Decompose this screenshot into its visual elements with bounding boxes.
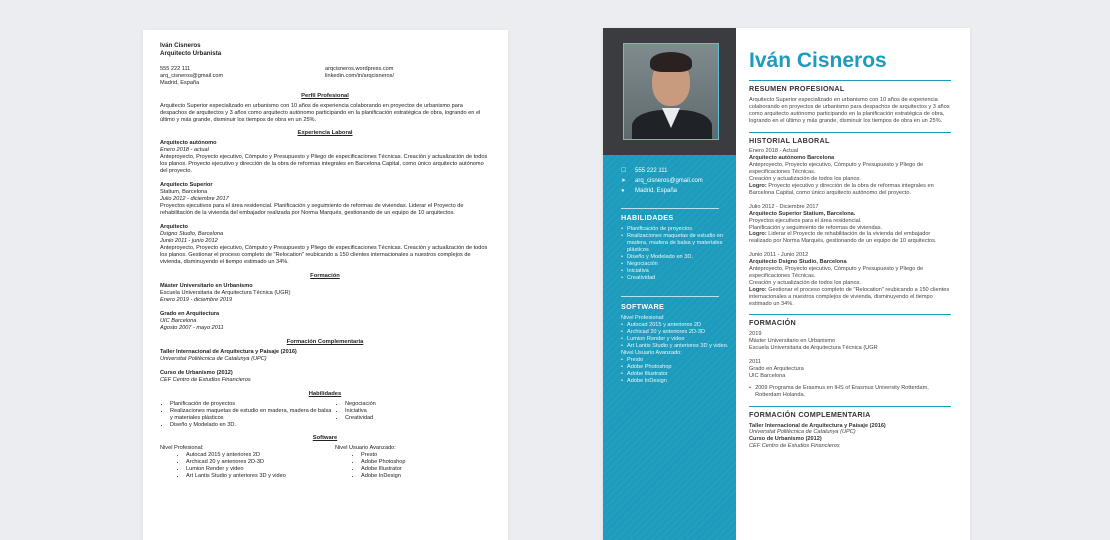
job-desc: Creación y actualización de todos los planos. bbox=[749, 279, 861, 286]
software-item: • Presto bbox=[361, 452, 405, 459]
job-title: Arquitecto autónomo bbox=[160, 140, 217, 146]
sidebar-divider bbox=[621, 296, 719, 297]
degree-title: Grado en Arquitectura bbox=[160, 311, 220, 317]
job-desc: Anteproyecto, Proyecto ejecutivo, Cómputo y Presupuesto y Pliego de especificaciones Técnicas. bbox=[749, 266, 924, 279]
job-desc: Planificación y seguimiento de reformas de viviendas. bbox=[749, 224, 883, 231]
education-heading: FORMACIÓN bbox=[749, 318, 797, 328]
skills-list bbox=[621, 226, 731, 282]
complementary-heading: FORMACIÓN COMPLEMENTARIA bbox=[749, 409, 871, 419]
profile-photo bbox=[623, 43, 719, 140]
logro-label: Logro: bbox=[749, 182, 767, 189]
job-entry bbox=[749, 148, 951, 196]
skills-list bbox=[160, 401, 490, 429]
history-heading: HISTORIAL LABORAL bbox=[749, 135, 830, 145]
degree-school: Escuela Universitaria de Arquitectura Técnica (UGR) bbox=[160, 290, 291, 296]
software-list bbox=[160, 445, 490, 480]
software-item: • Adobe InDesign bbox=[361, 473, 405, 480]
course-title: Curso de Urbanismo (2012) bbox=[749, 436, 822, 443]
software-level-label: Nivel Profesional: bbox=[621, 315, 665, 321]
degree-title: Máster Universitario en Urbanismo bbox=[160, 283, 253, 289]
software-item: • Lumion Render y video bbox=[186, 466, 335, 473]
spacer bbox=[749, 197, 951, 204]
job-entry bbox=[160, 224, 490, 266]
experience-heading: Experiencia Laboral bbox=[297, 130, 353, 136]
course-title: Taller Internacional de Arquitectura y Paisaje (2016) bbox=[160, 349, 297, 355]
job-company: Dsigno Studio, Barcelona bbox=[160, 231, 224, 237]
degree-dates: Enero 2019 - diciembre 2019 bbox=[160, 297, 233, 303]
profile-text: Arquitecto Superior especializado en urbanismo con 10 años de experiencia colaborando en proyectos de urbanismo para despachos de arquitectos y 3 años como arquitecto autónomo participando en la planificación estratégica de obra, logrando en el último y más grande, disminuir los tiempos de obra en un 25%. bbox=[749, 96, 950, 124]
spacer bbox=[749, 245, 951, 252]
software-heading: Software bbox=[312, 435, 338, 441]
software-item: • Archicad 20 y anteriores 2D-3D bbox=[621, 329, 731, 336]
course-title: Curso de Urbanismo (2012) bbox=[160, 370, 233, 376]
degree-year: 2011 bbox=[749, 359, 762, 366]
course-entry bbox=[160, 370, 490, 384]
erasmus-text: 2009 Programa de Erasmus en IHS of Erasmus University Rotterdam, Rotterdam Holanda. bbox=[755, 384, 929, 398]
course-entry bbox=[160, 349, 490, 363]
job-achievement: Liderar el Proyecto de rehabilitación de la vivienda del embajador realizado por Norma Marqués, gestionando de un equipo de 10 arquitectos. bbox=[749, 231, 937, 245]
course-school: Universitat Politècnica de Catalunya (UPC) bbox=[749, 429, 856, 436]
job-dates: Junio 2011 - junio 2012 bbox=[160, 238, 218, 244]
logro-label: Logro: bbox=[749, 286, 767, 293]
education-heading: Formación bbox=[310, 273, 340, 279]
cv-main bbox=[749, 48, 951, 450]
cv-name: Iván Cisneros bbox=[160, 42, 201, 49]
software-level-label: Nivel Usuario Avanzado: bbox=[335, 445, 396, 451]
software-list bbox=[621, 315, 731, 385]
job-title: Arquitecto Superior bbox=[160, 182, 213, 188]
logro-label: Logro: bbox=[749, 231, 767, 238]
phone: 555 222 111 bbox=[635, 168, 668, 174]
section-divider bbox=[749, 80, 951, 81]
software-level-label: Nivel Profesional: bbox=[160, 445, 204, 451]
job-desc: Anteproyecto, Proyecto ejecutivo, Cómputo y Presupuesto y Pliego de especificaciones Técnicas. bbox=[749, 162, 924, 176]
course-school: Universitat Politècnica de Catalunya (UPC) bbox=[160, 356, 267, 362]
degree-title: Máster Universitario en Urbanismo bbox=[749, 338, 836, 345]
website: arqcisneros.wordpress.com bbox=[325, 66, 394, 72]
contact-block bbox=[160, 66, 490, 87]
cv-role: Arquitecto Urbanista bbox=[160, 49, 222, 57]
education-entry bbox=[749, 331, 951, 352]
course-title: Taller Internacional de Arquitectura y Paisaje (2016) bbox=[749, 422, 886, 429]
spacer bbox=[749, 352, 951, 359]
job-title: Arquitecto Superior Statium, Barcelona. bbox=[749, 210, 856, 217]
course-school: CEF Centro de Estudios Financieros bbox=[160, 377, 251, 383]
job-entry bbox=[160, 140, 490, 175]
skill-item: • Planificación de proyectos bbox=[621, 226, 731, 233]
section-divider bbox=[749, 132, 951, 133]
software-item: • Autocad 2015 y anteriores 2D bbox=[621, 322, 731, 329]
job-desc: Proyectos ejecutivos para el área residencial. Planificación y seguimiento de reformas de viviendas. Liderar el Proyecto de rehabilitación de la vivienda del embajador realizada por Norma Marqués, gestionando de un equipo de 10 arquitectos. bbox=[160, 203, 464, 216]
job-company: Statium, Barcelona bbox=[160, 189, 208, 195]
email: arq_cisneros@gmail.com bbox=[635, 178, 703, 184]
linkedin: linkedin.com/in/arqcisneros/ bbox=[325, 73, 395, 79]
software-item: • Adobe Photoshop bbox=[621, 364, 731, 371]
email: arq_cisneros@gmail.com bbox=[160, 73, 224, 79]
plain-cv-page bbox=[143, 30, 508, 540]
skills-heading: HABILIDADES bbox=[621, 213, 674, 222]
skill-item: • Diseño y Modelado en 3D. bbox=[170, 422, 335, 429]
software-item: • Adobe Illustrator bbox=[361, 466, 405, 473]
job-dates: Enero 2018 - Actual bbox=[749, 148, 799, 155]
software-item: • Autocad 2015 y anteriores 2D bbox=[186, 452, 335, 459]
job-dates: Julio 2012 - diciembre 2017 bbox=[160, 196, 229, 202]
skills-heading: Habilidades bbox=[308, 391, 342, 397]
course-school: CEF Centro de Estudios Financieros bbox=[749, 443, 840, 450]
skill-item: • Creatividad bbox=[345, 415, 376, 422]
software-item: • Art Lantis Studio y anteriores 3D y video bbox=[186, 473, 335, 480]
skill-item: • Planificación de proyectos bbox=[170, 401, 335, 408]
degree-school: Escuela Universitaria de Arquitectura Técnica (UGR bbox=[749, 345, 878, 352]
software-item: • Adobe Illustrator bbox=[621, 371, 731, 378]
skill-item: • Iniciativa bbox=[345, 408, 376, 415]
job-title: Arquitecto Dsigno Studio, Barcelona bbox=[749, 259, 847, 266]
skill-item: • Realizaciones maquetas de estudio en madera, madera de balsa y materiales plásticos bbox=[170, 408, 335, 422]
cv-sidebar bbox=[603, 28, 736, 540]
skill-item: • Negociación bbox=[345, 401, 376, 408]
job-achievement: Proyecto ejecutivo y dirección de la obra de reformas integrales en Barcelona Capital, como único arquitecto autónomo del proyecto. bbox=[749, 182, 934, 196]
software-item: • Art Lantis Studio y anteriores 3D y video. bbox=[621, 343, 731, 350]
job-entry bbox=[749, 252, 951, 307]
education-entry bbox=[749, 359, 951, 380]
degree-school: UIC Barcelona bbox=[749, 372, 786, 379]
location-pin-icon: ● bbox=[621, 188, 625, 194]
job-entry bbox=[160, 182, 490, 217]
photo-hair bbox=[650, 52, 692, 72]
cv-name: Iván Cisneros bbox=[749, 49, 887, 72]
section-divider bbox=[749, 314, 951, 315]
job-dates: Julio 2012 - Diciembre 2017 bbox=[749, 203, 819, 210]
phone: 555 222 111 bbox=[160, 66, 191, 72]
skill-item: • Creatividad bbox=[621, 275, 731, 282]
send-icon: ➤ bbox=[621, 178, 627, 184]
section-divider bbox=[749, 406, 951, 407]
degree-school: UIC Barcelona bbox=[160, 318, 197, 324]
job-entry bbox=[749, 204, 951, 245]
skill-item: • Realizaciones maquetas de estudio en madera, madera de balsa y materiales plásticos bbox=[621, 233, 731, 254]
skill-item: • Diseño y Modelado en 3D. bbox=[621, 254, 731, 261]
job-desc: Anteproyecto, Proyecto ejecutivo, Cómputo y Presupuesto y Pliego de especificaciones Técnicas. Creación y actualización de todos los planos. Proyecto ejecutivo y dirección de la obra de reformas integrales en Barcelona Capital, como único arquitecto autónomo del proyecto. bbox=[160, 154, 488, 174]
sidebar-contact bbox=[621, 166, 703, 196]
job-dates: Junio 2011 - Junio 2012 bbox=[749, 252, 809, 259]
location: Madrid, España bbox=[160, 80, 200, 86]
job-dates: Enero 2018 - actual bbox=[160, 147, 209, 153]
software-item: • Adobe InDesign bbox=[621, 378, 731, 385]
course-entry bbox=[749, 423, 951, 437]
job-desc: Anteproyecto, Proyecto ejecutivo, Cómputo y Presupuesto y Pliego de especificaciones Técnicas. Creación y actualización de todos los planos. Gestionar el proceso completo de "Relocation" reubicando a 150 clientes internacionales a nuestros complejos de vivienda, disminuyendo el tiempo estimado un 34%. bbox=[160, 245, 488, 265]
education-entry bbox=[160, 283, 490, 304]
sidebar-divider bbox=[621, 208, 719, 209]
software-level-label: Nivel Usuario Avanzado: bbox=[621, 350, 682, 356]
complementary-heading: Formación Complementaria bbox=[286, 339, 364, 345]
job-title: Arquitecto bbox=[160, 224, 188, 230]
profile-text: Arquitecto Superior especializado en urbanismo con 10 años de experiencia colaborando en proyectos de urbanismo para despachos de arquitectos y 3 años como arquitecto autónomo participando en la planificación estratégica de obra, logrando en el último y más grande, disminuir los tiempos de obra en un 25%. bbox=[160, 103, 481, 123]
designed-cv-page bbox=[603, 28, 970, 540]
degree-year: 2019 bbox=[749, 331, 762, 338]
degree-title: Grado en Arquitectura bbox=[749, 366, 804, 372]
education-entry bbox=[160, 311, 490, 332]
software-item: • Lumion Render y video bbox=[621, 336, 731, 343]
software-heading: SOFTWARE bbox=[621, 302, 665, 311]
software-item: • Presto bbox=[621, 357, 731, 364]
bullet: • bbox=[749, 384, 751, 391]
skill-item: • Iniciativa bbox=[621, 268, 731, 275]
degree-dates: Agosto 2007 - mayo 2011 bbox=[160, 325, 224, 331]
profile-heading: Perfil Profesional bbox=[301, 93, 349, 99]
skill-item: • Negociación bbox=[621, 261, 731, 268]
software-item: • Archicad 20 y anteriores 2D-3D bbox=[186, 459, 335, 466]
job-desc: Proyectos ejecutivos para el área residencial. bbox=[749, 217, 862, 224]
software-item: • Adobe Photoshop bbox=[361, 459, 405, 466]
phone-icon: ☐ bbox=[621, 168, 627, 174]
location: Madrid, España bbox=[635, 188, 678, 194]
job-title: Arquitecto autónomo Barcelona bbox=[749, 155, 835, 162]
profile-heading: RESUMEN PROFESIONAL bbox=[749, 84, 845, 93]
erasmus-item bbox=[749, 385, 951, 399]
job-desc: Creación y actualización de todos los planos. bbox=[749, 176, 861, 183]
course-entry bbox=[749, 436, 951, 450]
job-achievement: Gestionar el proceso completo de "Relocation" reubicando a 150 clientes internacionales a nuestros complejos de vivienda, disminuyendo el tiempo estimado un 34%. bbox=[749, 286, 950, 307]
